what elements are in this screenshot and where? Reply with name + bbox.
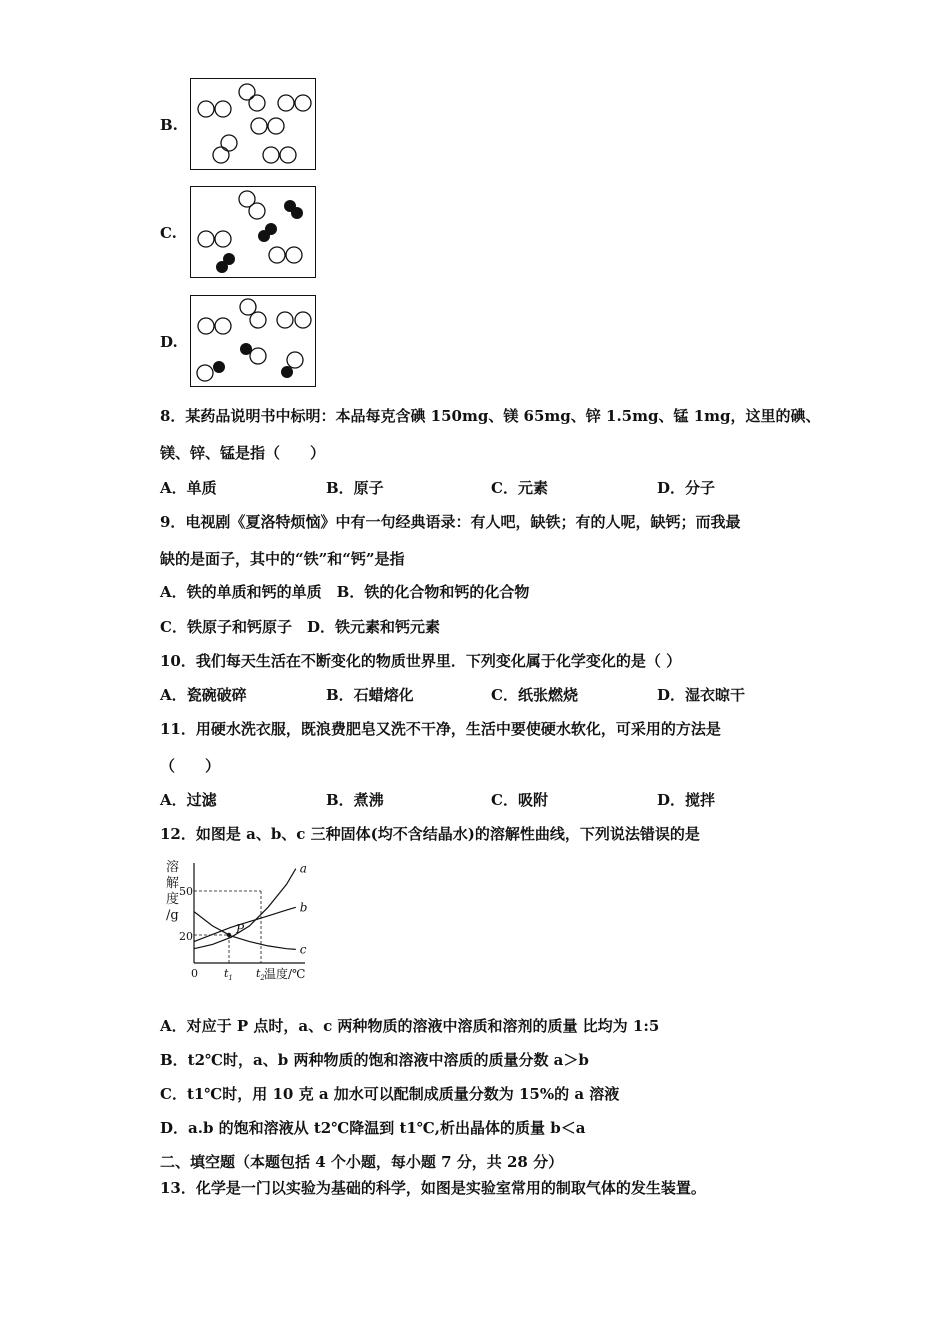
x-tick-t2: $t_2$	[256, 967, 265, 982]
q10-option-b[interactable]: B．石蜡熔化	[326, 686, 414, 704]
q8-option-a[interactable]: A．单质	[160, 479, 217, 497]
option-c-diagram	[190, 186, 316, 278]
q8-option-d[interactable]: D．分子	[657, 479, 716, 497]
q10-option-c[interactable]: C．纸张燃烧	[491, 686, 578, 704]
q8-stem-line1: 8．某药品说明书中标明：本品每克含碘 150mg、镁 65mg、锌 1.5mg、锰 1mg，这里的碘、	[160, 407, 821, 425]
option-d-diagram	[190, 295, 316, 387]
q12-stem: 12．如图是 a、b、c 三种固体(均不含结晶水)的溶解性曲线，下列说法错误的是	[160, 825, 700, 843]
q11-option-b[interactable]: B．煮沸	[326, 791, 384, 809]
q11-stem-line1: 11．用硬水洗衣服，既浪费肥皂又洗不干净，生活中要使硬水软化，可采用的方法是	[160, 720, 721, 738]
option-c-label: C.	[160, 224, 177, 242]
point-p-label: P	[236, 922, 245, 936]
option-b-diagram	[190, 78, 316, 170]
q11-stem-line2: （ ）	[160, 757, 221, 775]
q12-option-c[interactable]: C．t1℃时，用 10 克 a 加水可以配制成质量分数为 15%的 a 溶液	[160, 1085, 620, 1103]
y-axis-label-2: 解	[166, 876, 180, 891]
section2-heading: 二、填空题（本题包括 4 个小题，每小题 7 分，共 28 分）	[160, 1153, 564, 1171]
curve-label-a: a	[299, 861, 307, 876]
y-axis-label-3: 度	[166, 892, 180, 907]
q11-option-a[interactable]: A．过滤	[160, 791, 217, 809]
x-axis-label: 温度/℃	[264, 967, 306, 981]
q9-stem-line1: 9．电视剧《夏洛特烦恼》中有一句经典语录：有人吧，缺铁；有的人呢，缺钙；而我最	[160, 513, 741, 531]
x-tick-t1: $t_1$	[224, 967, 233, 982]
q11-option-d[interactable]: D．搅拌	[657, 791, 716, 809]
y-axis-label-1: 溶	[166, 860, 180, 875]
q11-option-c[interactable]: C．吸附	[491, 791, 548, 809]
q10-option-d[interactable]: D．湿衣晾干	[657, 686, 746, 704]
q9-options-row1[interactable]: A．铁的单质和钙的单质 B．铁的化合物和钙的化合物	[160, 583, 530, 601]
solubility-chart	[160, 855, 320, 985]
q12-option-d[interactable]: D．a.b 的饱和溶液从 t2℃降温到 t1℃,析出晶体的质量 b＜a	[160, 1119, 586, 1137]
q12-option-a[interactable]: A．对应于 P 点时，a、c 两种物质的溶液中溶质和溶剂的质量 比均为 1:5	[160, 1017, 660, 1035]
y-tick-20: 20	[179, 930, 193, 943]
q12-option-b[interactable]: B．t2℃时，a、b 两种物质的饱和溶液中溶质的质量分数 a＞b	[160, 1051, 589, 1069]
curve-label-b: b	[299, 900, 308, 915]
origin-label: 0	[191, 967, 198, 980]
point-p	[227, 933, 231, 937]
curve-b	[194, 907, 296, 941]
q8-option-b[interactable]: B．原子	[326, 479, 384, 497]
q9-options-row2[interactable]: C．铁原子和钙原子 D．铁元素和钙元素	[160, 618, 440, 636]
curve-label-c: c	[299, 942, 307, 957]
q10-stem: 10．我们每天生活在不断变化的物质世界里．下列变化属于化学变化的是（ ）	[160, 652, 682, 670]
option-b-label: B.	[160, 116, 178, 134]
q8-option-c[interactable]: C．元素	[491, 479, 548, 497]
option-d-label: D.	[160, 333, 178, 351]
curve-c	[194, 912, 296, 950]
q13-stem: 13．化学是一门以实验为基础的科学，如图是实验室常用的制取气体的发生装置。	[160, 1179, 706, 1197]
q8-stem-line2: 镁、锌、锰是指（ ）	[160, 444, 326, 462]
y-tick-50: 50	[179, 885, 193, 898]
y-axis-label-4: /g	[166, 908, 179, 923]
q10-option-a[interactable]: A．瓷碗破碎	[160, 686, 247, 704]
curve-a	[194, 869, 296, 949]
q9-stem-line2: 缺的是面子，其中的“铁”和“钙”是指	[160, 550, 405, 568]
